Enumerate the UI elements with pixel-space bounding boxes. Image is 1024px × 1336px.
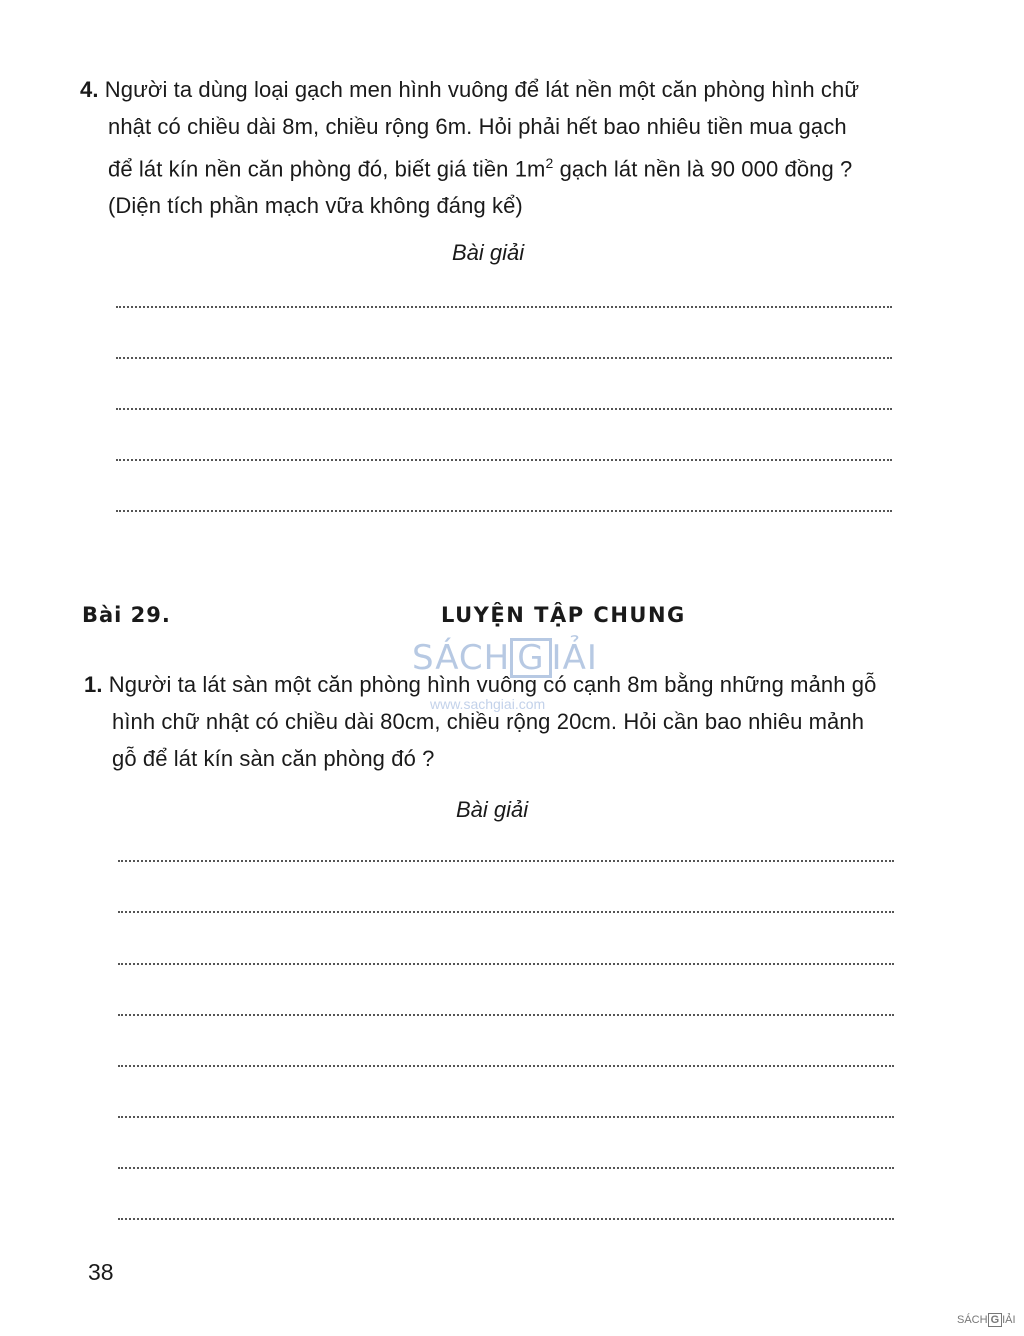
- lesson-title: LUYỆN TẬP CHUNG: [441, 603, 686, 627]
- lesson-label: Bài 29.: [82, 603, 171, 627]
- problem-4-text-3b: gạch lát nền là 90 000 đồng ?: [553, 156, 853, 182]
- corner-logo-box: G: [988, 1313, 1003, 1327]
- answer-line[interactable]: [116, 408, 892, 410]
- corner-logo-right: IẢI: [1002, 1314, 1016, 1326]
- problem-4: [80, 71, 910, 224]
- problem-1-number: 1.: [84, 672, 103, 697]
- problem-1-line-2: hình chữ nhật có chiều dài 80cm, chiều rộng 20cm. Hỏi cần bao nhiêu mảnh: [112, 709, 865, 734]
- problem-1-line-1: [84, 666, 914, 703]
- watermark-box: G: [510, 638, 551, 678]
- page-number: 38: [88, 1259, 114, 1285]
- watermark-text-left: SÁCH: [412, 638, 511, 678]
- corner-logo-left: SÁCH: [957, 1314, 988, 1326]
- answer-line[interactable]: [118, 860, 894, 862]
- problem-4-text-3: để lát kín nền căn phòng đó, biết giá tiền 1m: [108, 156, 546, 182]
- watermark-url: www.sachgiai.com: [430, 696, 546, 712]
- problem-4-number: 4.: [80, 77, 99, 102]
- answer-line[interactable]: [118, 963, 894, 965]
- problem-1-solution-label: Bài giải: [456, 797, 529, 822]
- answer-line[interactable]: [118, 1065, 894, 1067]
- superscript-2: 2: [545, 155, 554, 171]
- answer-line[interactable]: [118, 1116, 894, 1118]
- problem-1: [84, 666, 914, 777]
- problem-1-line-3: gỗ để lát kín sàn căn phòng đó ?: [112, 746, 435, 771]
- answer-line[interactable]: [116, 459, 892, 461]
- answer-line[interactable]: [118, 1167, 894, 1169]
- corner-logo: [957, 1313, 1016, 1327]
- problem-1-text-1: Người ta lát sàn một căn phòng hình vuông có cạnh 8m bằng những mảnh gỗ: [108, 672, 877, 697]
- answer-line[interactable]: [116, 510, 892, 512]
- watermark-text-right: IẢI: [551, 638, 598, 678]
- answer-line[interactable]: [116, 357, 892, 359]
- answer-line[interactable]: [116, 306, 892, 308]
- problem-4-text-1: Người ta dùng loại gạch men hình vuông để lát nền một căn phòng hình chữ: [104, 77, 860, 102]
- answer-line[interactable]: [118, 911, 894, 913]
- problem-4-solution-label: Bài giải: [452, 240, 525, 265]
- problem-4-line-1: [80, 71, 910, 108]
- problem-4-line-3: [80, 145, 910, 187]
- problem-4-line-4: (Diện tích phần mạch vữa không đáng kể): [108, 193, 523, 219]
- answer-line[interactable]: [118, 1014, 894, 1016]
- answer-line[interactable]: [118, 1218, 894, 1220]
- problem-4-line-2: nhật có chiều dài 8m, chiều rộng 6m. Hỏi phải hết bao nhiêu tiền mua gạch: [108, 114, 847, 139]
